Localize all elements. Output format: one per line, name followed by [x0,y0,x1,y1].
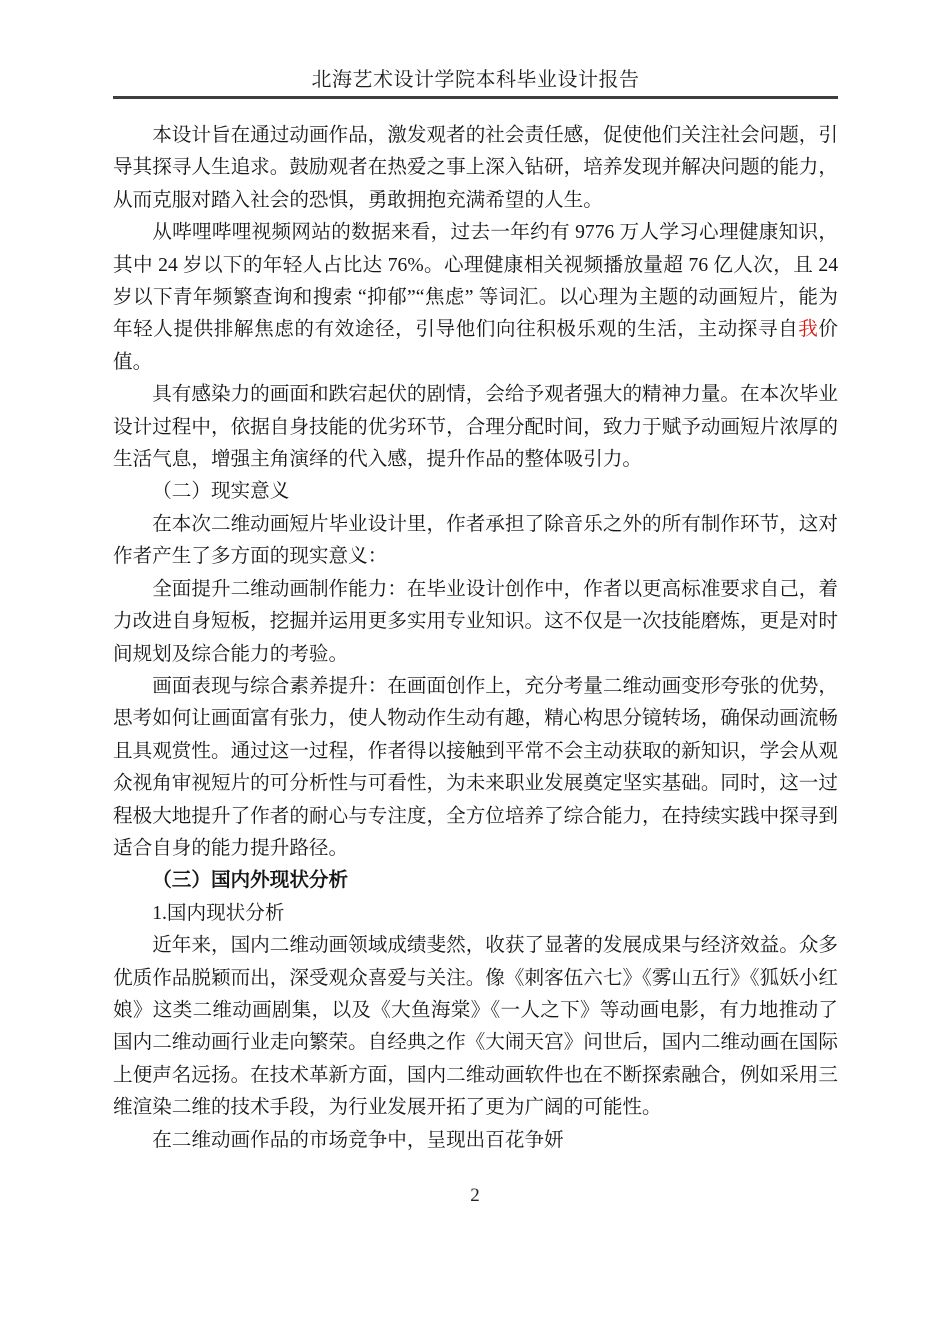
page-header-title: 北海艺术设计学院本科毕业设计报告 [311,69,640,91]
paragraph-skill-improvement: 全面提升二维动画制作能力：在毕业设计创作中，作者以更高标准要求自己，着力改进自身短板，挖掘并运用更多实用专业知识。这不仅是一次技能磨炼，更是对时间规划及综合能力的考验。 [113,578,838,665]
page-number: 2 [470,1185,480,1206]
heading-practical-significance: （二）现实意义 [152,481,290,503]
page-footer [0,1184,950,1208]
paragraph-bilibili-data-text: 从哔哩哔哩视频网站的数据来看，过去一年约有 9776 万人学习心理健康知识，其中 24 岁以下的年轻人占比达 76%。心理健康相关视频播放量超 76 亿人次，且 24 岁以下青年频繁查询和搜索 “抑郁”“焦虑” 等词汇。以心理为主题的动画短片，能为年轻人提供排解焦虑的有效途径，引导他们向往积极乐观的生活，主动探寻自 [113,222,838,341]
paragraph-visual-expression: 画面表现与综合素养提升：在画面创作上，充分考量二维动画变形夸张的优势，思考如何让画面富有张力，使人物动作生动有趣，精心构思分镜转场，确保动画流畅且具观赏性。通过这一过程，作者得以接触到平常不会主动获取的新知识，学会从观众视角审视短片的可分析性与可看性，为未来职业发展奠定坚实基础。同时，这一过程极大地提升了作者的耐心与专注度，全方位培养了综合能力，在持续实践中探寻到适合自身的能力提升路径。 [113,675,838,859]
document-body [113,120,838,1157]
subheading-domestic-status: 1.国内现状分析 [152,902,285,924]
paragraph-author-role: 在本次二维动画短片毕业设计里，作者承担了除音乐之外的所有制作环节，这对作者产生了多方面的现实意义： [113,513,838,568]
paragraph-bilibili-data [113,217,838,379]
heading-status-analysis: （三）国内外现状分析 [152,870,349,892]
paragraph-bilibili-data-tail: 价值。 [113,319,839,373]
paragraph-market-competition: 在二维动画作品的市场竞争中，呈现出百花争妍 [152,1129,564,1151]
paragraph-emotional-impact: 具有感染力的画面和跌宕起伏的剧情，会给予观者强大的精神力量。在本次毕业设计过程中，依据自身技能的优劣环节，合理分配时间，致力于赋予动画短片浓厚的生活气息，增强主角演绎的代入感，提升作品的整体吸引力。 [113,384,838,471]
paragraph-design-purpose: 本设计旨在通过动画作品，激发观者的社会责任感，促使他们关注社会问题，引导其探寻人生追求。鼓励观者在热爱之事上深入钻研，培养发现并解决问题的能力，从而克服对踏入社会的恐惧，勇敢拥抱充满希望的人生。 [113,125,838,211]
paragraph-domestic-animation: 近年来，国内二维动画领域成绩斐然，收获了显著的发展成果与经济效益。众多优质作品脱颖而出，深受观众喜爱与关注。像《刺客伍六七》《雾山五行》《狐妖小红娘》这类二维动画剧集，以及《大鱼海棠》《一人之下》等动画电影，有力地推动了国内二维动画行业走向繁荣。自经典之作《大闹天宫》问世后，国内二维动画在国际上便声名远扬。在技术革新方面，国内二维动画软件也在不断探索融合，例如采用三维渲染二维的技术手段，为行业发展开拓了更为广阔的可能性。 [113,935,838,1119]
page-header [113,0,838,99]
red-highlight-character: 我 [798,319,819,341]
